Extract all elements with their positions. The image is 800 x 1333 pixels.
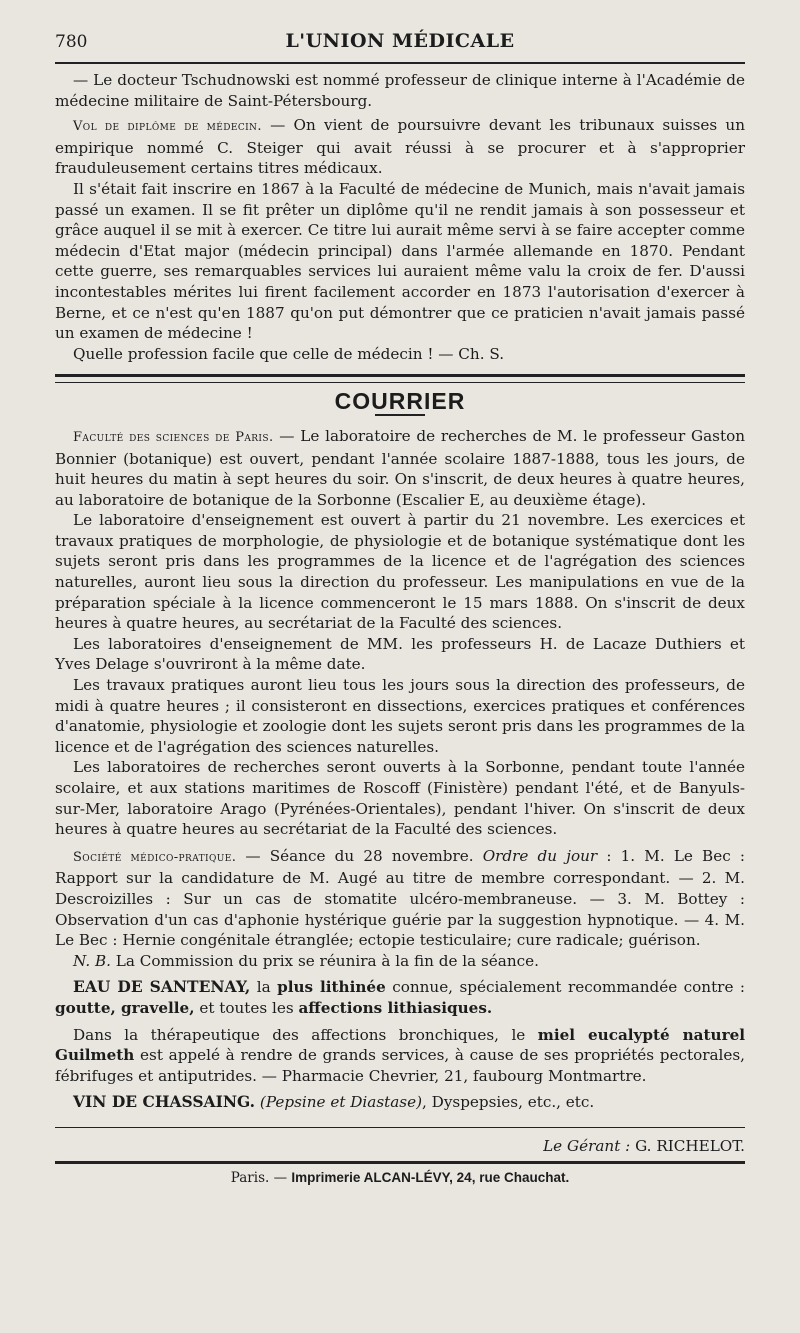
nb-label: N. B. (73, 951, 111, 970)
page-number: 780 (55, 32, 88, 52)
faculte-p1-text: — Le laboratoire de recherches de M. le professeur Gaston Bonnier (botanique) est ouvert, pendant l'année scolaire 1887-1888, tous les jours, de huit heures du matin à sept heures du soir. On s'inscrit, de deux heures à quatre heures, au laboratoire de botanique de la Sorbonne (Escalier E, au deuxième étage). (55, 426, 746, 509)
societe-text-b: : 1. M. Le Bec : Rapport sur la candidature de M. Augé au titre de membre correspondant. — 2. M. Descroizilles : Sur un cas de stomatite ulcéro-membraneuse. — 3. M. Bottey : Observation d'un cas d'aphonie hystérique guérie par la suggestion hypnotique. — 4. M. Le Bec : Hernie congénitale étranglée; ectopie testiculaire; cure radicale; guérison. (55, 846, 746, 950)
miel-text-c: est appelé à rendre de grands services, à cause de ses propriétés pectorales, fébrifuges et antiputrides. — Pharmacie Chevrier, 21, faubourg Montmartre. (55, 1046, 745, 1085)
nb-paragraph (55, 951, 745, 972)
vin-parenthetical: (Pepsine et Diastase) (259, 1093, 422, 1112)
gerant-name: G. RICHELOT. (630, 1136, 745, 1155)
imprint-printer: Imprimerie ALCAN-LÉVY, 24, rue Chauchat. (291, 1169, 570, 1185)
header-rule (55, 62, 745, 64)
eau-text-d: goutte, gravelle, (55, 998, 195, 1017)
ad-vin-chassaing (55, 1092, 745, 1113)
section-divider (55, 374, 745, 383)
title-underline (375, 414, 425, 416)
faculte-p3: Les laboratoires d'enseignement de MM. les professeurs H. de Lacaze Duthiers et Yves Delage s'ouvriront à la même date. (55, 634, 745, 674)
eau-text-b: plus lithinée (277, 978, 386, 997)
news-vol-diplome (55, 115, 745, 179)
gerant-label: Le Gérant : (543, 1136, 631, 1155)
footer-divider (55, 1127, 745, 1128)
news-vol-p3: Quelle profession facile que celle de médecin ! — Ch. S. (73, 344, 505, 363)
page-content (55, 70, 745, 1188)
faculte-p1 (55, 426, 745, 510)
faculte-p4: Les travaux pratiques auront lieu tous les jours sous la direction des professeurs, de midi à quatre heures ; il consisteront en dissections, exercices pratiques et conférences d'anatomie, physiologie et zoologie dont les sujets seront pris dans les programmes de la licence et de l'agrégation des sciences naturelles. (55, 676, 745, 756)
vin-text: , Dyspepsies, etc., etc. (422, 1093, 595, 1112)
imprint-line (55, 1168, 745, 1189)
faculte-p2: Le laboratoire d'enseignement est ouvert à partir du 21 novembre. Les exercices et travaux pratiques de morphologie, de physiologie et de botanique systématique dont les sujets seront pris dans les programmes de la licence et de l'agrégation des sciences naturelles, auront lieu sous la direction du professeur. Les manipulations en vue de la préparation spéciale à la licence commenceront le 15 mars 1888. On s'inscrit de deux heures à quatre heures, au secrétariat de la Faculté des sciences. (55, 511, 745, 633)
miel-text-a: Dans la thérapeutique des affections bronchiques, le (73, 1025, 538, 1044)
eau-text-c: connue, spécialement recommandée contre : (385, 978, 745, 997)
eau-text-f: affections lithiasiques. (298, 998, 493, 1017)
faculte-p5: Les laboratoires de recherches seront ouverts à la Sorbonne, pendant toute l'année scolaire, et aux stations maritimes de Roscoff (Finistère) pendant l'été, et de Banyuls-sur-Mer, laboratoire Arago (Pyrénées-Orientales), pendant l'hiver. On s'inscrit de deux heures à quatre heures au secrétariat de la Faculté des sciences. (55, 758, 745, 839)
societe-paragraph (55, 846, 745, 951)
footer-rule (55, 1161, 745, 1164)
courrier-title: COURRIER (334, 388, 466, 415)
eau-text-a: la (250, 978, 278, 997)
miel-product: miel eucalypté naturel Guilmeth (55, 1025, 745, 1065)
societe-text-a: — Séance du 28 novembre. (236, 846, 483, 865)
vin-name: VIN DE CHASSAING. (73, 1092, 256, 1112)
gerant-line (55, 1136, 745, 1157)
societe-heading: Société médico-pratique. (73, 849, 237, 865)
eau-name: EAU DE SANTENAY, (73, 977, 251, 997)
imprint-city: Paris. — (230, 1169, 292, 1186)
news-tschudnowski: — Le docteur Tschudnowski est nommé professeur de clinique interne à l'Académie de médecine militaire de Saint-Pétersbourg. (55, 71, 745, 110)
ad-eau-santenay (55, 977, 745, 1018)
ad-miel-eucalypte (55, 1025, 745, 1087)
news-vol-p2: Il s'était fait inscrire en 1867 à la Faculté de médecine de Munich, mais n'avait jamais passé un examen. Il se fit prêter un diplôme qu'il ne rendit jamais à son possesseur et grâce auquel il se mit à exercer. Ce titre lui aurait même servi à se faire accepter comme médecin d'Etat major (médecin principal) dans l'armée allemande en 1870. Pendant cette guerre, ses remarquables services lui auraient même valu la croix de fer. D'aussi incontestables mérites lui firent facilement accorder en 1873 l'autorisation d'exercer à Berne, et ce n'est qu'en 1887 qu'on put démontrer que ce praticien n'avait jamais passé un examen de médecine ! (55, 179, 745, 343)
journal-title: L'UNION MÉDICALE (285, 30, 515, 52)
nb-text: La Commission du prix se réunira à la fin de la séance. (110, 951, 539, 970)
eau-text-e: et toutes les (194, 998, 299, 1017)
ordre-du-jour: Ordre du jour (482, 846, 598, 865)
vol-text: — On vient de poursuivre devant les tribunaux suisses un empirique nommé C. Steiger qui avait réussi à se procurer et à s'approprier frauduleusement certains titres médicaux. (55, 116, 745, 178)
vol-heading: Vol de diplôme de médecin. (73, 119, 262, 135)
page-header (55, 28, 745, 62)
faculte-heading: Faculté des sciences de Paris. (73, 429, 274, 445)
